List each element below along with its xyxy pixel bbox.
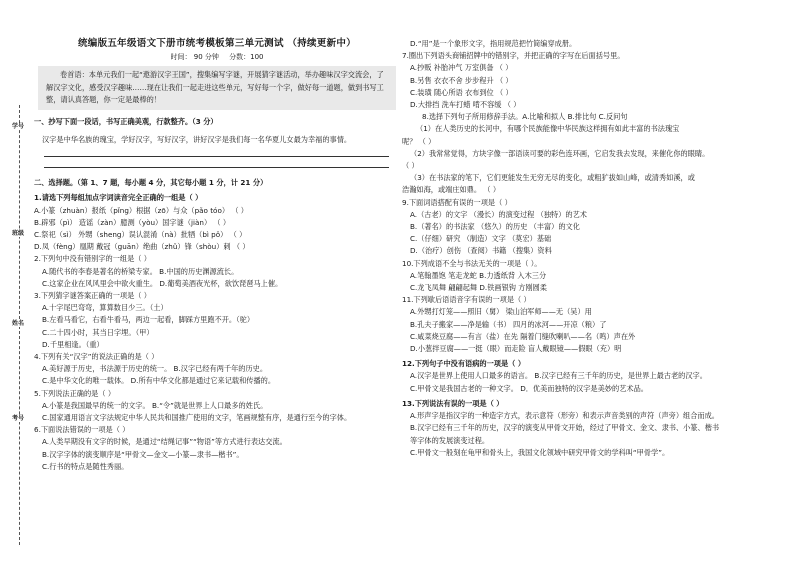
question-line: C.行书的特点是随性秀丽。 <box>42 461 129 471</box>
question-line: A.随代书的李春是著名的桥梁专家。 B.中国的历史渊源流长。 <box>42 266 239 276</box>
question-line: B.左看马看它，右看牛看马，两边一起看，脚踩方里跑不开。（驼） <box>42 315 255 325</box>
question-heading: 12.下列句子中没有语病的一项是（ ） <box>402 359 526 369</box>
question-line: D.“用”是一个象形文字，指用规范把竹简编穿成册。 <box>410 39 577 48</box>
spacer <box>34 168 400 174</box>
writing-line <box>44 146 389 157</box>
question-line: 4.下列有关“汉字”的说法正确的是（ ） <box>34 352 159 362</box>
left-questions <box>34 116 400 473</box>
question-line: 呢？ （ ） <box>402 136 436 146</box>
question-line: C.甲骨文一般刻在龟甲和骨头上，我国文化领域中研究甲骨文的学科叫“甲骨学”。 <box>410 447 670 457</box>
question-line: D.大排挡 洗车打蜡 啃不容缓 （ ） <box>410 100 521 110</box>
question-heading: 二、选择题。（第 1、7 题，每小题 4 分，其它每小题 1 分，计 21 分） <box>34 178 268 188</box>
exam-score: 分数：100 <box>229 53 264 61</box>
right-column <box>402 0 788 459</box>
question-line: （1）在人类历史的长河中，有哪个民族能像中华民族这样拥有如此丰富的书法瑰宝 <box>416 124 680 134</box>
question-line: C.甲骨文是我国古老的一种文字。 D．优美而独特的汉字是美妙的艺术品。 <box>410 383 648 393</box>
question-line: A.外甥打灯笼——照旧（舅） 梁山泊军师——无（吴）用 <box>410 307 592 317</box>
question-line: C.装璜 随心所语 衣布到位 （ ） <box>410 87 513 97</box>
question-line: D.（治疗）创伤 （查阅）书籍 （搜集）资料 <box>410 246 552 256</box>
question-line: 5.下列说法正确的是（ ） <box>34 388 116 398</box>
question-line: B.辟邪（pì） 造谣（zàn）臆测（yòu）国字谜（jiàn） （ ） <box>34 217 231 227</box>
question-line: A.形声字是指汉字的一种造字方式，表示意符（形旁）和表示声音类别的声符（声旁）组合而成。 <box>410 411 719 421</box>
exam-meta <box>34 52 400 63</box>
right-questions <box>402 38 788 459</box>
question-line: A.（古老）的文字 （漫长）的演变过程 （独特）的艺术 <box>410 209 587 219</box>
question-line: 浩瀚如海，或端庄如鼎。 （ ） <box>402 185 501 195</box>
left-column <box>34 0 400 473</box>
question-line: C.龙飞凤舞 翩翩起舞 D.铁画银钩 方刚圆柔 <box>410 283 547 293</box>
question-line: A.美好源于历史，书法源于历史的统一。 B.汉字已经有两千年的历史。 <box>42 364 268 374</box>
question-line: A.抄贩 补胎冲气 万室俱备 （ ） <box>410 63 513 73</box>
question-line: 9.下面词语搭配有误的一项是（ ） <box>402 197 512 207</box>
question-line: B.另售 衣衣不舍 步步程升 （ ） <box>410 75 513 85</box>
exam-time: 时间： 90 分钟 <box>170 53 219 61</box>
question-line: C.这家企业在风风里会中欲火重生。 D.葡萄美酒夜光杯，欲饮琵琶马上催。 <box>42 278 283 288</box>
question-line: 8.选择下列句子所用修辞手法。A.比喻和拟人 B.排比句 C.反问句 <box>422 112 628 122</box>
question-line: 3.下列猜字谜答案正确的一项是（ ） <box>34 291 151 301</box>
question-line: （ ） <box>402 161 419 171</box>
question-line: 2.下列句中没有错别字的一组是（ ） <box>34 254 151 264</box>
question-line: B.汉字字体的演变顺序是“甲骨文—金文—小篆—隶书—楷书”。 <box>42 449 244 459</box>
question-line: A.十字尾巴弯弯，算算数目少三。（土） <box>42 303 168 313</box>
question-line: C.祭祀（sì） 外甥（sheng）误认混淆（nà）批牺（bì pǒ） （ ） <box>34 230 247 239</box>
question-line: D.千里相逢。（重） <box>42 339 104 349</box>
question-line: D.凤（fèng）凰期 戴冠（guān）绝曲（zhǔ）锋（shòu）刺 （ ） <box>34 242 250 252</box>
question-line: 等字体的发展演变过程。 <box>410 435 490 445</box>
question-line: A.小篆是我国最早的统一的文字。 B.“令”就是世界上人口最多的姓氏。 <box>42 400 268 410</box>
question-line: （3）在书法家的笔下，它们更能发生无穷无尽的变化，或粗犷拔如山峰，或清秀如溪，或 <box>410 173 695 183</box>
side-label-student-id: 学号 <box>8 123 28 130</box>
question-line: B.汉字已经有三千年的历史，汉字的演变从甲骨文开始，经过了甲骨文、金文、隶书、小篆、楷书 <box>410 423 720 433</box>
question-heading: 一、抄写下面一段话，书写正确美观，行款整齐。（3 分） <box>34 116 218 126</box>
binding-margin <box>6 105 30 545</box>
writing-line <box>44 157 389 168</box>
preface-box: 卷首语：本单元我们一起“遨游汉字王国”，搜集编写字谜，开展猜字谜活动，举办趣味汉字交流会，了解汉字文化，感受汉字趣味……现在让我们一起走进这些单元，写好每一个字，做好每一道题，做到书写工整，请认真答题，你一定是最棒的！ <box>38 66 396 110</box>
question-heading: 1.请选下列每组加点字词读音完全正确的一组是（ ） <box>34 193 203 203</box>
question-line: D.小葱拌豆腐——一挺（眼）而走险 盲人戴眼镜——假眼（充）明 <box>410 344 622 354</box>
question-line: C.（仔细）研究 （制造）文字 （莫宏）基础 <box>410 234 552 244</box>
question-line: 6.下面说法错误的一项是（ ） <box>34 425 130 435</box>
page-title: 统编版五年级语文下册市统考模板第三单元测试 （持续更新中） <box>77 38 356 49</box>
question-line: C.二十四小时，其当日字埋。（甲） <box>42 327 154 337</box>
question-line: A.笔翰墨饱 笔走龙蛇 B.力透纸背 入木三分 <box>410 270 547 280</box>
question-line: 11.下列歇后语语音字有误的一项是（ ） <box>402 295 531 305</box>
question-line: C.咸菜烧豆腐——有言（盐）在先 隔着门缝吹喇叭——名（鸣）声在外 <box>410 331 636 341</box>
question-line: B.孔夫子搬家——净是输（书） 四月的冰河——开凉（粮）了 <box>410 319 607 329</box>
question-line: A.汉字是世界上使用人口最多的语言。 B.汉字已经有三千年的历史，是世界上最古老的汉字。 <box>410 371 707 381</box>
question-line: A.小篆（zhuàn）报纸（pǐng）根据（zō）与众（pǎo tóo） （ ） <box>34 205 248 215</box>
question-heading: 13.下列说法有误的一项是（ ） <box>402 398 504 408</box>
question-line: 汉字是中华名族的瑰宝，学好汉字，写好汉字，讲好汉字是我们每一名华夏儿女最为幸福的事情。 <box>42 134 352 144</box>
question-line: C.是中华文化的唯一载体。 D.所有中华文化都是通过它来记载和传播的。 <box>42 376 276 386</box>
side-label-name: 姓名 <box>8 320 28 327</box>
question-line: C.国家通用语言文字法规定中华人民共和国推广使用的文字，笔画规整有序，是通行至今的字体。 <box>42 413 352 423</box>
question-line: 10.下列成语不全与书法无关的一项是（ ）。 <box>402 258 542 268</box>
question-line: A.人类早期没有文字的时候，是通过“结绳记事”“物语”等方式进行表达交流。 <box>42 437 287 447</box>
question-line: 7.圈出下列语头商铺招牌中的错别字，并把正确的字写在后面括号里。 <box>402 51 625 61</box>
side-label-class: 班级 <box>8 230 28 237</box>
side-label-exam-number: 考号 <box>8 415 28 422</box>
question-line: B.（著名）的书法家 （悠久）的历史 （丰富）的文化 <box>410 222 580 232</box>
question-line: （2）我常常觉得，方块字像一部语读可要的彩色连环画，它启发我去发现，来催化你的眼睛。 <box>410 148 710 158</box>
